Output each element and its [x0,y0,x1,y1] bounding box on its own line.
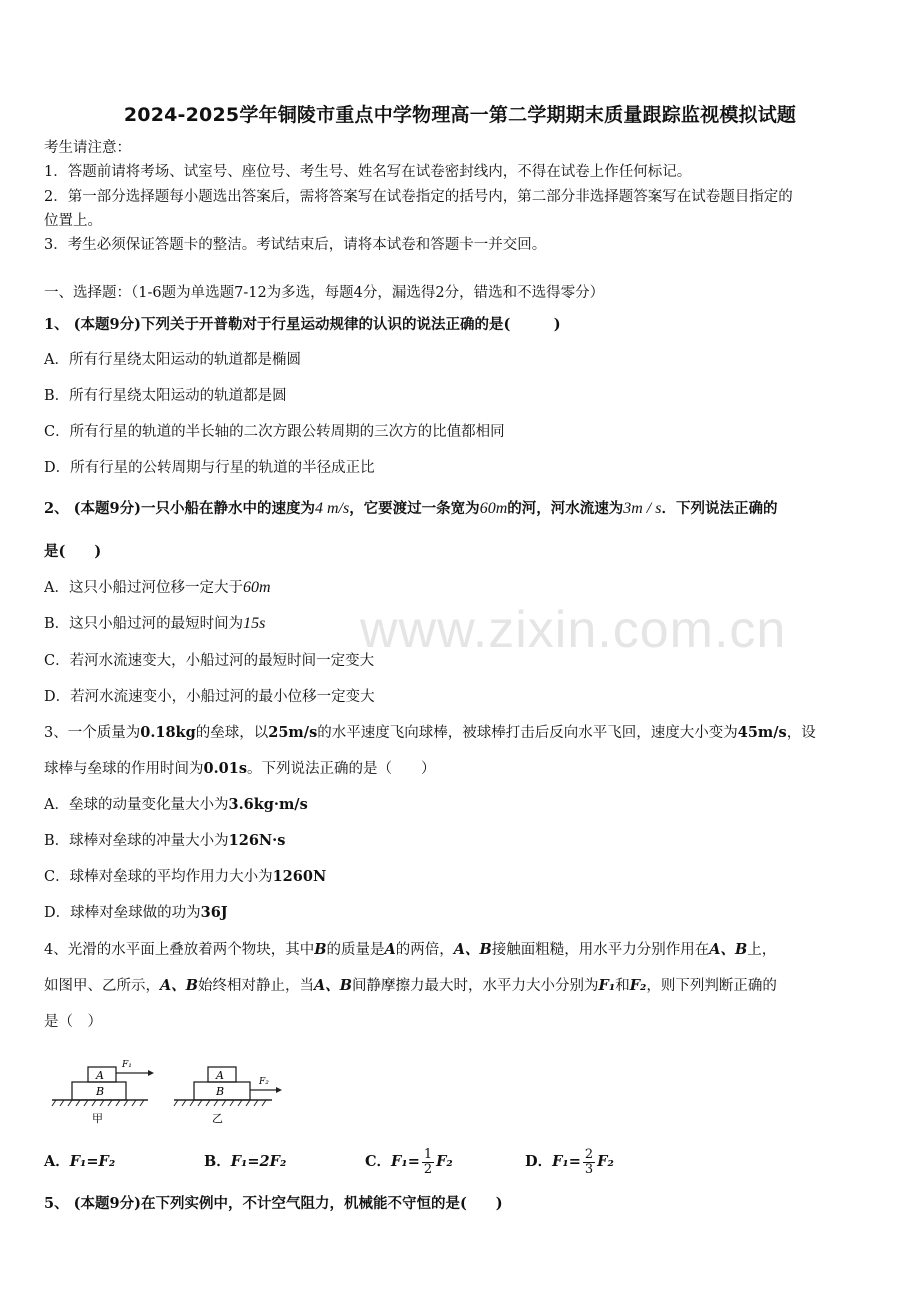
notice-item-2-cont: 位置上。 [44,213,102,229]
q2-speed-still: 4 m/s [314,500,350,517]
q3-text: 的水平速度飞向球棒，被球棒打击后反向水平飞回，速度大小变为 [317,725,738,741]
fraction-denominator: 2 [423,1161,433,1177]
q2-stem-part: ．下列说法正确的 [661,500,778,517]
q5-stem: 5、 (本题9分)在下列实例中，不计空气阻力，机械能不守恒的是( ) [44,1195,503,1212]
q3-mass: 0.18kg [140,724,196,741]
q4-option-d-label: D． [525,1153,553,1170]
q3-option-c-value: 1260N [272,868,327,885]
q2-stem-line2: 是( ) [44,543,102,560]
q2-option-c: C．若河水流速变大，小船过河的最短时间一定变大 [44,653,375,669]
q4-option-a-label: A． [44,1153,70,1170]
q2-stem-part: 2、 (本题9分)一只小船在静水中的速度为 [44,500,315,517]
q2-current-speed: 3m / s [623,500,662,517]
notice-heading: 考生请注意： [44,140,131,156]
q4-option-a [44,1153,115,1171]
q2-option-a-value: 60m [242,579,271,596]
block-a-label: A [216,1069,224,1082]
fraction-numerator: 1 [423,1146,433,1162]
q1-option-c: C．所有行星的轨道的半长轴的二次方跟公转周期的三次方的比值都相同 [44,424,505,440]
figure-yi [174,1067,282,1125]
q2-stem-line1 [44,500,777,518]
q4-var: A、B [453,941,492,958]
q4-text: 如图甲、乙所示， [44,978,160,994]
q4-text: 接触面粗糙，用水平力分别作用在 [491,942,710,958]
q3-option-a [44,796,308,814]
q3-text: 。下列说法正确的是（ ） [246,761,436,777]
q3-option-d [44,904,228,922]
q4-option-c [365,1140,453,1184]
q3-speed-in: 25m/s [268,724,318,741]
q4-option-d-fraction [583,1148,595,1177]
q2-option-a-text: A．这只小船过河位移一定大于 [44,580,243,596]
figure-jia-caption: 甲 [92,1112,103,1125]
q4-option-b-label: B． [204,1153,231,1170]
q3-option-c-text: C．球棒对垒球的平均作用力大小为 [44,869,273,885]
q3-text: 3、一个质量为 [44,725,141,741]
q3-option-c [44,868,326,886]
q4-option-c-label: C． [365,1153,392,1170]
q4-stem-line3: 是（ ） [44,1014,102,1030]
q4-var: A、B [709,941,748,958]
q4-option-b-expr: F₁=2F₂ [230,1153,287,1170]
q3-text: 球棒与垒球的作用时间为 [44,761,204,777]
q2-option-b-text: B．这只小船过河的最短时间为 [44,616,244,632]
q2-stem-part: 的河，河水流速为 [507,500,624,517]
q4-option-a-expr: F₁=F₂ [69,1153,116,1170]
force-f2-label: F₂ [259,1077,269,1087]
q2-option-b [44,615,265,633]
q3-stem-line2 [44,760,435,778]
section-heading: 一、选择题：（1-6题为单选题7-12为多选，每题4分，漏选得2分，错选和不选得零分） [44,285,605,301]
q4-text: 的质量是 [326,942,385,958]
figure-jia [52,1060,154,1125]
q2-option-a [44,579,271,597]
q4-var: F₁ [598,977,616,994]
q4-option-d-lhs: F₁= [552,1153,581,1170]
q3-time: 0.01s [203,760,247,777]
block-a-label: A [96,1069,104,1082]
q3-option-d-text: D．球棒对垒球做的功为 [44,905,201,921]
q3-text: ，设 [786,725,816,741]
q1-option-a: A．所有行星绕太阳运动的轨道都是椭圆 [44,352,301,368]
q4-var: A、B [160,977,199,994]
q4-option-c-fraction [422,1148,434,1177]
q4-option-b [204,1153,286,1171]
q2-option-b-value: 15s [243,615,266,632]
q4-var: F₂ [629,977,647,994]
q3-option-d-value: 36J [200,904,228,921]
q4-text: 间静摩擦力最大时，水平力大小分别为 [352,978,599,994]
q4-option-c-lhs: F₁= [391,1153,420,1170]
q3-option-a-text: A．垒球的动量变化量大小为 [44,797,229,813]
notice-item-3: 3．考生必须保证答题卡的整洁。考试结束后，请将本试卷和答题卡一并交回。 [44,237,547,253]
q4-var: A、B [314,977,353,994]
page-title: 2024-2025学年铜陵市重点中学物理高一第二学期期末质量跟踪监视模拟试题 [123,104,797,126]
q4-text: 4、光滑的水平面上叠放着两个物块，其中 [44,942,315,958]
q4-var: A [384,941,396,958]
notice-item-1: 1．答题前请将考场、试室号、座位号、考生号、姓名写在试卷密封线内，不得在试卷上作任何标记。 [44,164,692,180]
q4-text: 始终相对静止，当 [198,978,315,994]
q4-option-d-rhs: F₂ [597,1153,614,1170]
q4-text: 和 [615,978,630,994]
q4-option-c-rhs: F₂ [436,1153,453,1170]
q4-figure [48,1050,308,1130]
q3-text: 的垒球，以 [195,725,269,741]
q3-option-a-value: 3.6kg·m/s [228,796,308,813]
q4-text: 上， [747,942,777,958]
watermark: www.zixin.com.cn [360,601,787,659]
q3-speed-out: 45m/s [737,724,787,741]
q3-option-b [44,832,285,850]
q4-text: ，则下列判断正确的 [646,978,777,994]
q3-option-b-text: B．球棒对垒球的冲量大小为 [44,833,229,849]
q3-stem-line1 [44,724,816,742]
fraction-denominator: 3 [584,1161,594,1177]
notice-item-2: 2．第一部分选择题每小题选出答案后，需将答案写在试卷指定的括号内，第二部分非选择题答案写在试卷题目指定的 [44,189,793,205]
q4-option-d [525,1140,614,1184]
q4-stem-line2 [44,977,777,995]
block-b-label: B [96,1085,105,1098]
q1-option-d: D．所有行星的公转周期与行星的轨道的半径成正比 [44,460,375,476]
q1-stem: 1、 (本题9分)下列关于开普勒对于行星运动规律的认识的说法正确的是( ) [44,316,561,333]
block-b-label: B [216,1085,225,1098]
q2-river-width: 60m [479,500,508,517]
q4-text: 的两倍， [395,942,454,958]
fraction-numerator: 2 [584,1146,594,1162]
q4-stem-line1 [44,941,776,959]
q2-option-d: D．若河水流速变小，小船过河的最小位移一定变大 [44,689,375,705]
figure-yi-caption: 乙 [212,1112,223,1125]
q2-stem-part: ，它要渡过一条宽为 [349,500,480,517]
q4-var: B [314,941,327,958]
q3-option-b-value: 126N·s [228,832,286,849]
q1-option-b: B．所有行星绕太阳运动的轨道都是圆 [44,388,287,404]
force-f1-label: F₁ [122,1060,132,1070]
